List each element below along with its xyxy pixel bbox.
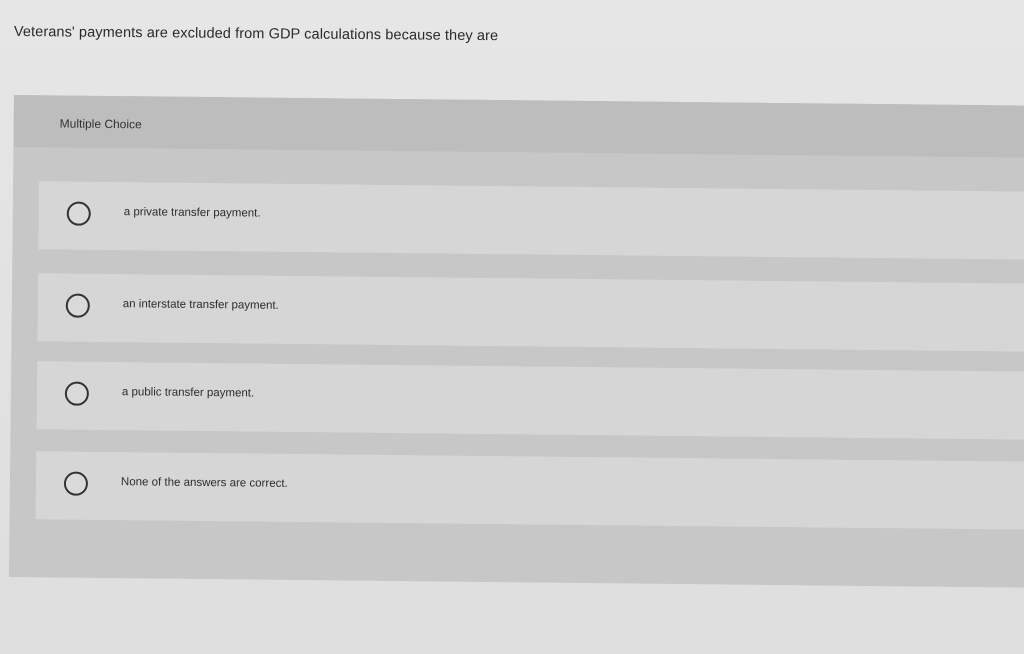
option-c-label: a public transfer payment.	[121, 386, 255, 400]
radio-button-a[interactable]	[67, 202, 91, 226]
multiple-choice-panel	[9, 95, 1024, 588]
option-a[interactable]	[38, 181, 1024, 259]
option-d-label: None of the answers are correct.	[120, 476, 288, 490]
question-text: Veterans' payments are excluded from GDP calculations because they are	[13, 24, 499, 45]
radio-button-d[interactable]	[64, 472, 88, 496]
option-d[interactable]	[36, 451, 1024, 529]
panel-title: Multiple Choice	[59, 116, 142, 132]
option-b-label: an interstate transfer payment.	[122, 298, 279, 312]
radio-button-c[interactable]	[65, 382, 89, 406]
radio-button-b[interactable]	[66, 294, 90, 318]
option-c[interactable]	[37, 361, 1024, 439]
option-b[interactable]	[37, 273, 1024, 351]
panel-header	[13, 95, 1024, 158]
option-a-label: a private transfer payment.	[123, 206, 261, 220]
